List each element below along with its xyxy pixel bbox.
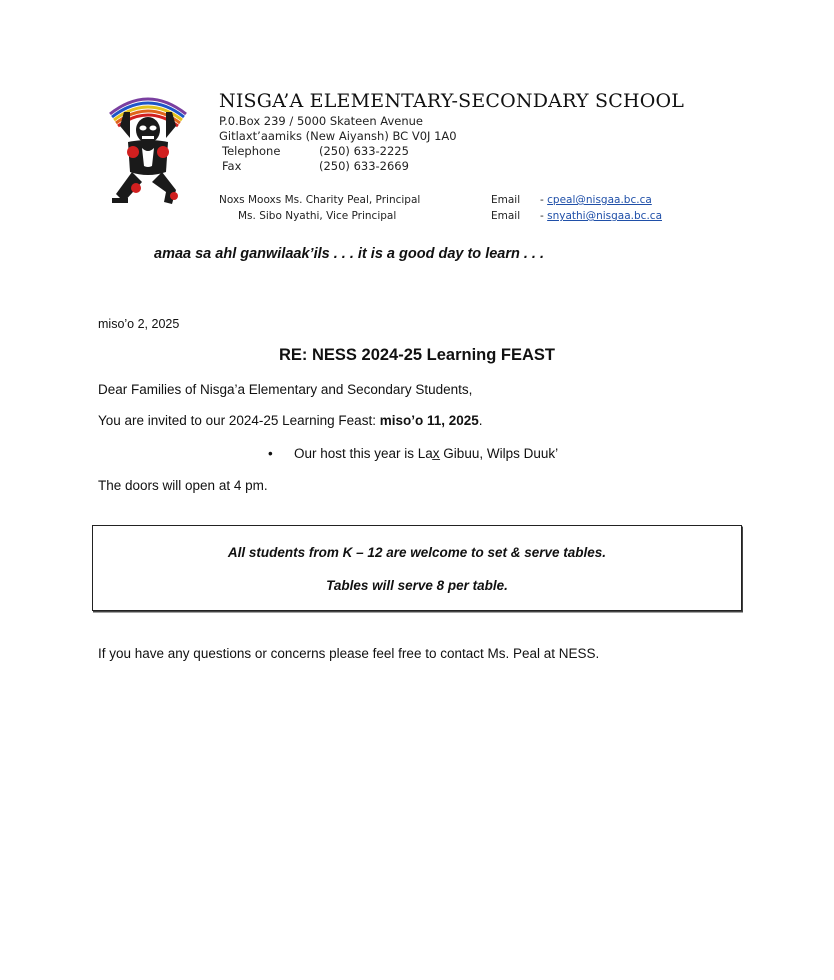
- letter-greeting: Dear Families of Nisga’a Elementary and Secondary Students,: [98, 382, 473, 397]
- principal-name: Noxs Mooxs Ms. Charity Peal, Principal: [219, 194, 421, 206]
- invite-paragraph: [98, 413, 483, 428]
- fax-number: (250) 633-2669: [319, 159, 409, 173]
- letter-date: miso’o 2, 2025: [98, 317, 180, 331]
- vice-principal-name: Ms. Sibo Nyathi, Vice Principal: [238, 210, 397, 222]
- address-line-2: Gitlaxt’aamiks (New Aiyansh) BC V0J 1A0: [219, 129, 457, 143]
- invite-text: You are invited to our 2024-25 Learning Feast:: [98, 413, 380, 428]
- telephone-row: [222, 144, 409, 158]
- vice-principal-email-row: [540, 210, 662, 222]
- telephone-number: (250) 633-2225: [319, 144, 409, 158]
- email-dash: -: [540, 194, 544, 206]
- notice-box: [92, 525, 742, 611]
- school-motto: amaa sa ahl ganwilaak’ils . . . it is a good day to learn . . .: [154, 246, 545, 262]
- telephone-label: Telephone: [222, 144, 281, 158]
- principal-email-link[interactable]: cpeal@nisgaa.bc.ca: [547, 194, 652, 206]
- host-text: Our host this year is Lax̲ Gibuu, Wilps Duuk’: [294, 446, 559, 461]
- notice-line-students: All students from K – 12 are welcome to set & serve tables.: [227, 545, 607, 560]
- doors-open-text: The doors will open at 4 pm.: [98, 478, 268, 493]
- school-logo: [106, 92, 190, 212]
- invite-date: miso’o 11, 2025: [379, 413, 479, 428]
- letter-subject: RE: NESS 2024-25 Learning FEAST: [279, 346, 555, 364]
- fax-row: [222, 159, 409, 173]
- contact-paragraph: If you have any questions or concerns please feel free to contact Ms. Peal at NESS.: [98, 646, 600, 661]
- invite-end: .: [478, 413, 483, 428]
- vice-principal-email-label: Email: [491, 210, 521, 222]
- letterhead: [0, 0, 834, 240]
- vice-principal-email-link[interactable]: snyathi@nisgaa.bc.ca: [547, 210, 662, 222]
- address-line-1: P.0.Box 239 / 5000 Skateen Avenue: [219, 114, 423, 128]
- school-name: NISGA’A ELEMENTARY-SECONDARY SCHOOL: [219, 90, 685, 112]
- principal-email-row: [540, 194, 652, 206]
- fax-label: Fax: [222, 159, 242, 173]
- email-dash: -: [540, 210, 544, 222]
- host-bullet-item: [268, 446, 558, 461]
- bullet-dot: •: [268, 446, 273, 461]
- principal-email-label: Email: [491, 194, 521, 206]
- notice-line-tables: Tables will serve 8 per table.: [326, 578, 508, 593]
